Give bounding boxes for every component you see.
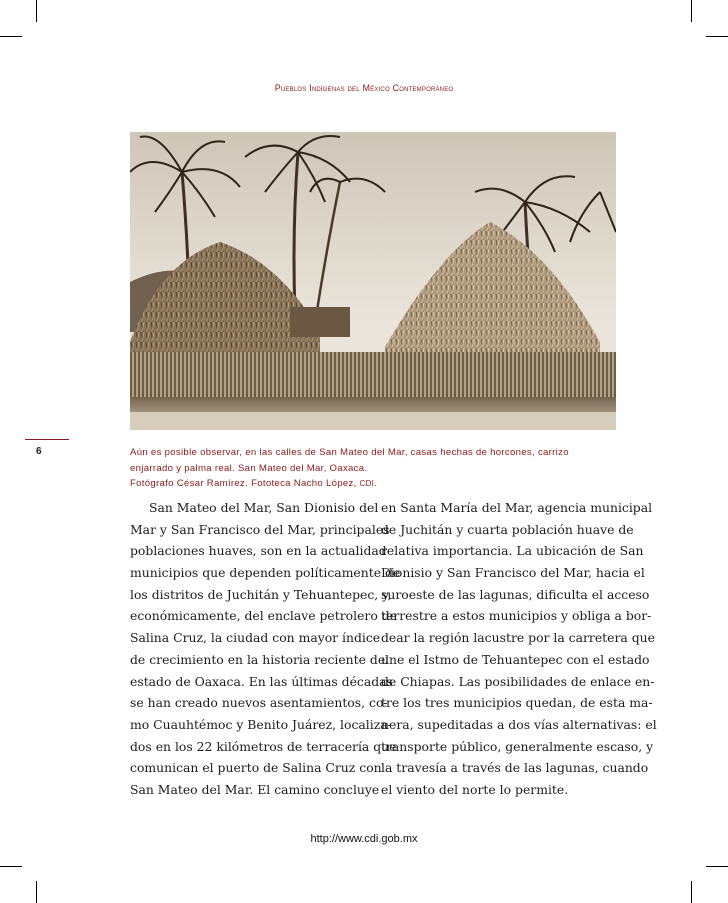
body-line: dear la región lacustre por la carretera que: [381, 630, 655, 646]
caption-line: enjarrado y palma real. San Mateo del Mar, Oaxaca.: [130, 462, 368, 474]
crop-mark: [706, 36, 728, 37]
caption-credit: [130, 476, 630, 492]
body-line: los distritos de Juchitán y Tehuantepec, y,: [130, 586, 392, 602]
body-line: poblaciones huaves, son en la actualidad: [130, 543, 387, 559]
body-line: en Santa María del Mar, agencia municipal: [381, 500, 653, 515]
crop-mark: [36, 881, 37, 903]
page-number: 6: [36, 446, 42, 457]
body-line: comunican el puerto de Salina Cruz con: [130, 760, 382, 776]
body-column-right: [381, 497, 657, 801]
body-line: de Chiapas. Las posibilidades de enlace en-: [381, 673, 655, 689]
page-number-rule: [25, 439, 69, 440]
body-line: mo Cuauhtémoc y Benito Juárez, localiza-: [130, 716, 392, 732]
body-line: San Mateo del Mar, San Dionisio del: [149, 500, 379, 515]
body-line: estado de Oaxaca. En las últimas décadas: [130, 673, 393, 689]
crop-mark: [691, 881, 692, 903]
crop-mark: [706, 866, 728, 867]
body-line: tre los tres municipios quedan, de esta ma-: [381, 695, 653, 711]
crop-mark: [691, 0, 692, 22]
running-header: Pueblos Indígenas del México Contemporáneo: [274, 83, 454, 93]
body-line: dos en los 22 kilómetros de terracería que: [130, 738, 397, 754]
caption-credit-text: Fotógrafo César Ramírez. Fototeca Nacho López,: [130, 478, 357, 489]
body-line: se han creado nuevos asentamientos, co-: [130, 695, 388, 711]
body-line: relativa importancia. La ubicación de San: [381, 543, 644, 559]
body-line: municipios que dependen políticamente de: [130, 565, 401, 581]
body-line: terrestre a estos municipios y obliga a bor-: [381, 608, 652, 624]
body-line: el viento del norte lo permite.: [381, 781, 569, 797]
body-line: transporte público, generalmente escaso, y: [381, 738, 654, 754]
crop-mark: [0, 36, 22, 37]
body-line: de crecimiento en la historia reciente del: [130, 651, 390, 667]
body-line: la travesía a través de las lagunas, cuando: [381, 760, 649, 776]
body-line: Mar y San Francisco del Mar, principales: [130, 521, 390, 537]
body-line: de Juchitán y cuarta población huave de: [381, 521, 634, 537]
body-line: económicamente, del enclave petrolero de: [130, 608, 398, 624]
photograph: [130, 132, 616, 430]
body-column-left: [130, 497, 401, 801]
body-line: Dionisio y San Francisco del Mar, hacia el: [381, 565, 645, 581]
crop-mark: [36, 0, 37, 22]
footer-url[interactable]: http://www.cdi.gob.mx: [310, 833, 418, 845]
photo-caption: [130, 445, 630, 492]
caption-line: Aún es posible observar, en las calles de San Mateo del Mar, casas hechas de horcones, carrizo: [130, 447, 569, 458]
crop-mark: [0, 866, 22, 867]
body-line: suroeste de las lagunas, dificulta el acceso: [381, 586, 650, 602]
body-line: San Mateo del Mar. El camino concluye: [130, 781, 380, 797]
body-line: une el Istmo de Tehuantepec con el estado: [381, 651, 650, 667]
caption-credit-org: CDI.: [359, 479, 377, 488]
body-line: nera, supeditadas a dos vías alternativas: el: [381, 716, 657, 732]
body-line: Salina Cruz, la ciudad con mayor índice: [130, 630, 381, 646]
